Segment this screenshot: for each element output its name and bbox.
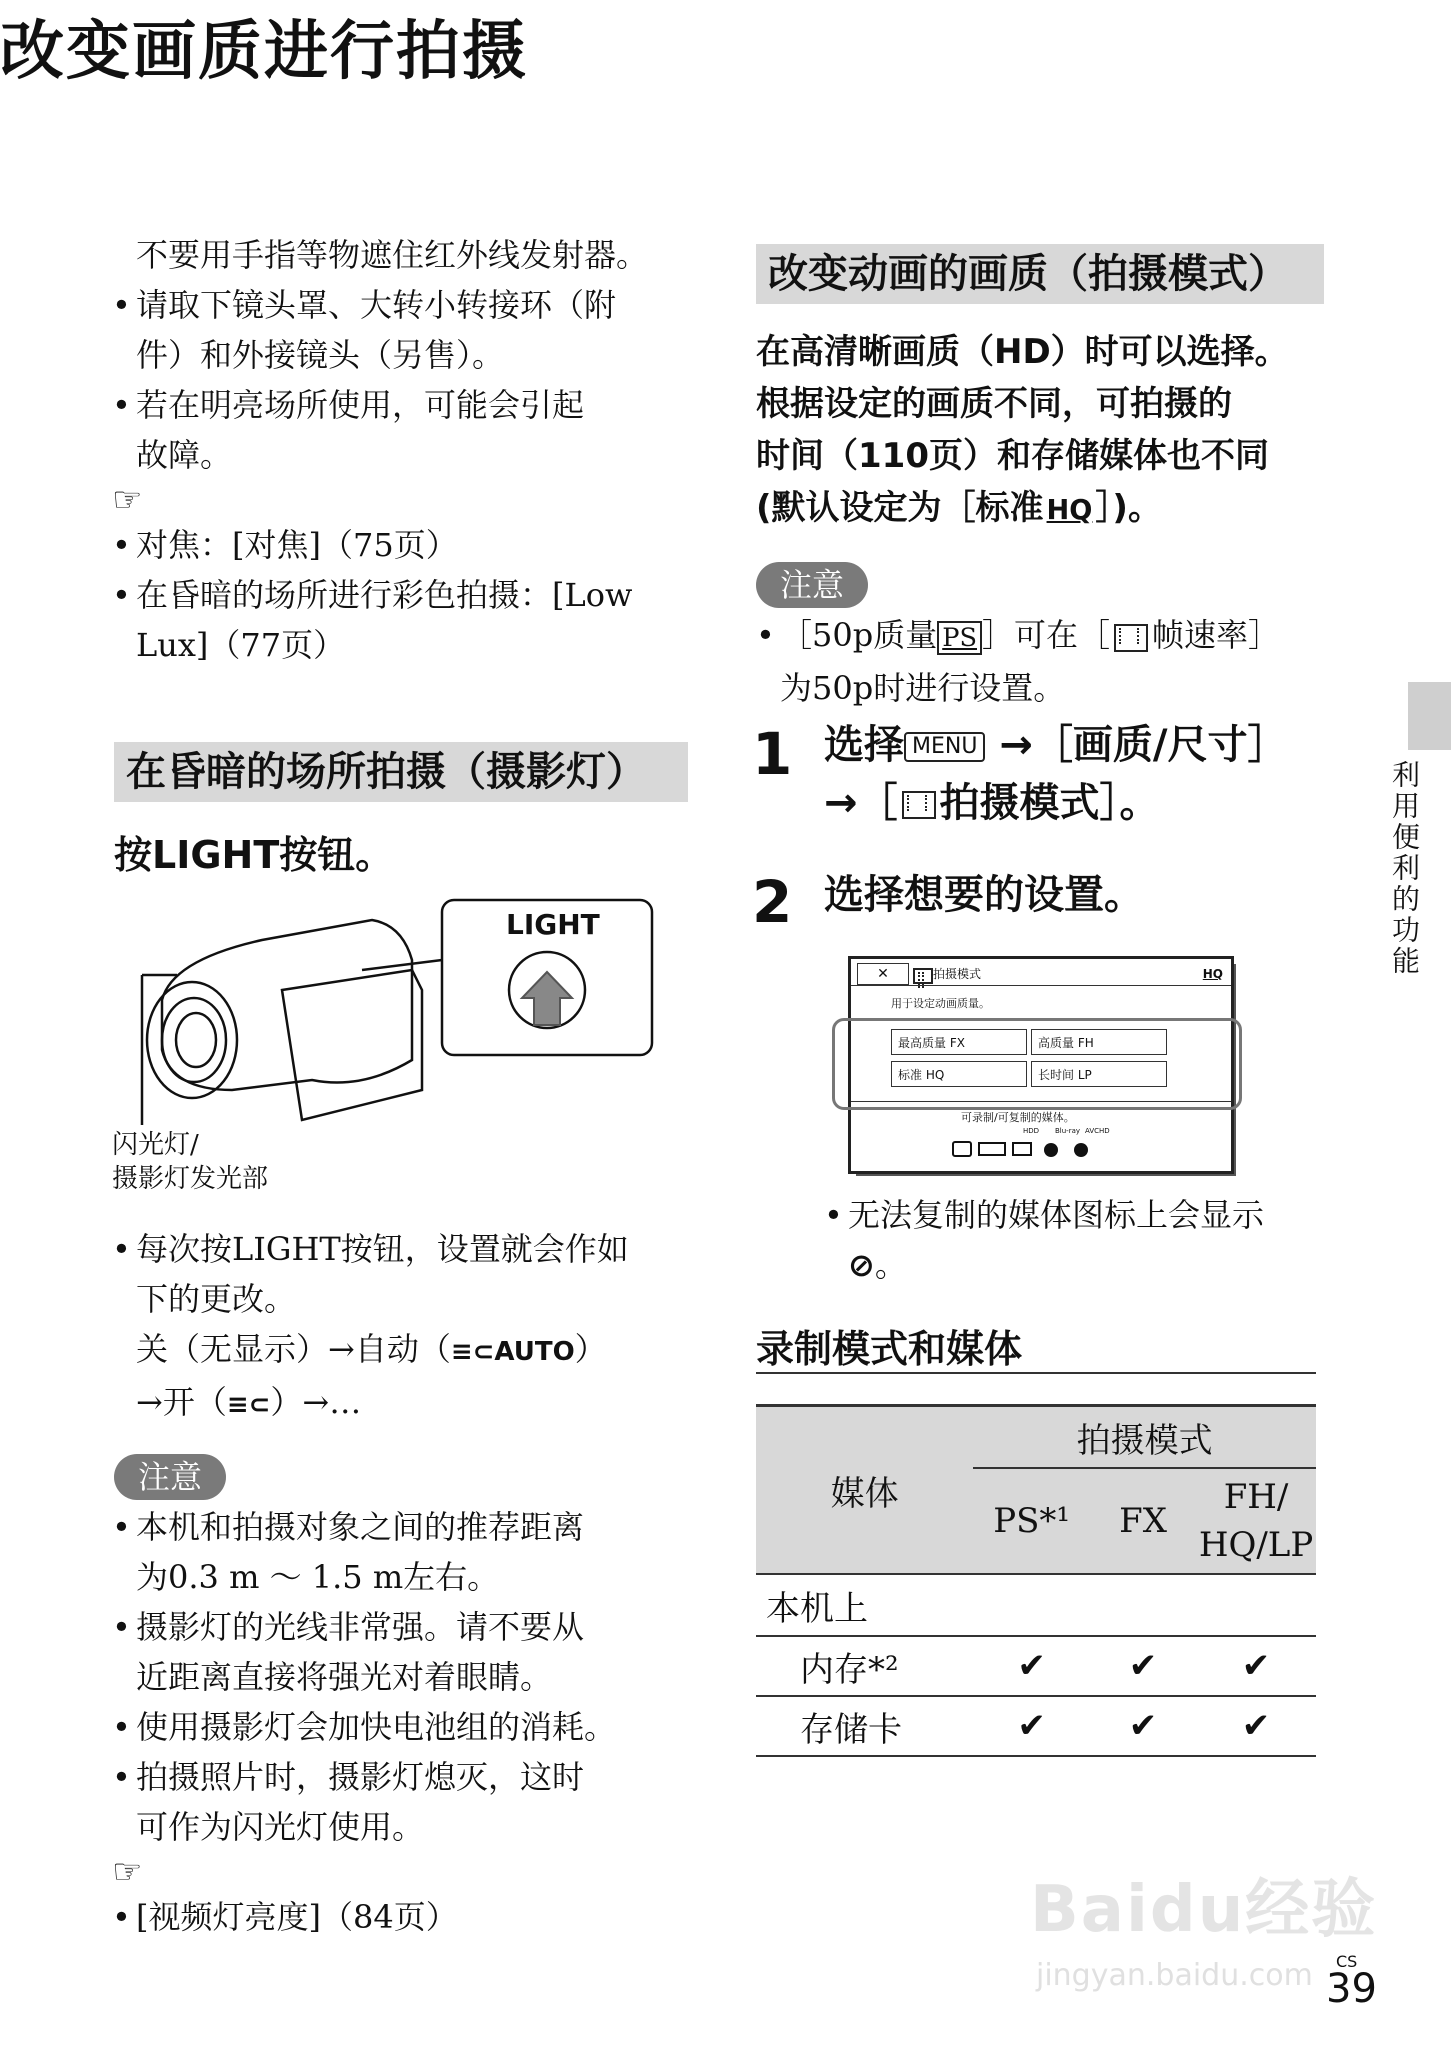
light-sequence-line-2: →开（≡⊂）→… [136, 1383, 362, 1421]
option-fx-button[interactable]: 最高质量 FX [891, 1029, 1027, 1055]
check-cell: ✔ [1196, 1696, 1316, 1756]
language-code: CS [1336, 1952, 1358, 1971]
check-cell: ✔ [1090, 1696, 1196, 1756]
list-item: • 每次按LIGHT按钮，设置就会作如 下的更改。 [112, 1224, 682, 1324]
list-item: • ［50p质量 PS ］可在［ 帧速率］ 为50p时进行设置。 [756, 610, 1336, 713]
camcorder-body-shape [162, 920, 412, 1090]
list-item: • 本机和拍摄对象之间的推荐距离 为0.3 m ～ 1.5 m左右。 [112, 1502, 682, 1602]
light-on-icon: ≡⊂ [226, 1390, 271, 1420]
film-frame-icon [1114, 624, 1148, 652]
lcd-description: 用于设定动画质量。 [891, 997, 990, 1010]
option-lp-button[interactable]: 长时间 LP [1031, 1061, 1167, 1087]
list-item: • 请取下镜头罩、大转小转接环（附 件）和外接镜头（另售）。 [112, 280, 682, 380]
media-icons [951, 1137, 1121, 1161]
media-label: HDD [1023, 1127, 1040, 1135]
ps-badge: PS [937, 621, 982, 655]
lcd-panel-shape [282, 970, 422, 1120]
hq-badge: HQ [1046, 495, 1093, 526]
section-title-quality: 改变动画的画质（拍摄模式） [756, 244, 1324, 304]
note-badge: 注意 [114, 1454, 226, 1500]
no-copy-icon: ⊘ [848, 1246, 875, 1284]
light-modes-block [112, 1224, 682, 1430]
notes-block [112, 1502, 682, 1942]
reference-item: • 在昏暗的场所进行彩色拍摄：[Low Lux]（77页） [112, 570, 682, 670]
reference-icon: ☞ [112, 1852, 143, 1892]
film-frame-icon [902, 791, 936, 819]
light-sequence-line-1: 关（无显示）→自动（≡⊂AUTO） [136, 1330, 607, 1368]
col-header-ps: PS*¹ [993, 1501, 1071, 1541]
step-number: 1 [752, 720, 793, 788]
options-highlight-frame [832, 1018, 1242, 1110]
watermark-brand: Baidu经验 [1030, 1873, 1378, 1947]
press-arrow-icon [522, 972, 572, 1025]
table-title: 录制模式和媒体 [756, 1327, 1023, 1371]
zoom-leader-line [362, 960, 442, 970]
col-header-fx: FX [1119, 1501, 1167, 1541]
list-item: • 使用摄影灯会加快电池组的消耗。 [112, 1702, 682, 1752]
intro-line: 不要用手指等物遮住红外线发射器。 [136, 236, 649, 274]
mode-header: 拍摄模式 [973, 1406, 1316, 1469]
page-number: 39 [1326, 1966, 1377, 2012]
instruction-press-light: 按LIGHT按钮。 [114, 833, 394, 877]
option-hq-button[interactable]: 标准 HQ [891, 1061, 1027, 1087]
media-header: 媒体 [756, 1406, 973, 1575]
film-frame-icon [913, 968, 933, 984]
watermark-url: jingyan.baidu.com [1036, 1958, 1313, 1993]
page-title: 改变画质进行拍摄 [0, 15, 528, 89]
lens-inner-shape [176, 1013, 216, 1067]
check-cell: ✔ [1090, 1636, 1196, 1696]
media-label: AVCHD [1085, 1127, 1110, 1135]
internal-memory-icon [953, 1142, 971, 1156]
reference-item: • [视频灯亮度]（84页） [112, 1892, 682, 1942]
lcd-close-button[interactable]: ✕ [857, 963, 909, 985]
row-label-internal: 内存*² [756, 1636, 973, 1696]
lcd-footer: 可录制/可复制的媒体。 [961, 1111, 1075, 1124]
table-title-rule [756, 1372, 1316, 1374]
lcd-hq-badge: HQ [1202, 967, 1223, 981]
list-item: • 若在明亮场所使用，可能会引起 故障。 [112, 380, 682, 480]
side-tab-marker [1408, 682, 1451, 750]
table-group-label: 本机上 [766, 1588, 868, 1629]
lcd-divider [851, 985, 1231, 986]
right-note-block [756, 610, 1336, 713]
quality-intro: 在高清晰画质（HD）时可以选择。 根据设定的画质不同，可拍摄的 时间（110页）和存储媒体也不同 (默认设定为［标准 HQ］)。 [756, 332, 1289, 528]
menu-key-icon: MENU [904, 732, 985, 762]
reference-item: • 对焦：[对焦]（75页） [112, 520, 682, 570]
light-button-label: LIGHT [506, 908, 600, 941]
check-cell: ✔ [973, 1696, 1090, 1756]
row-label-card: 存储卡 [756, 1696, 973, 1756]
lcd-title: 拍摄模式 [933, 967, 982, 981]
step-number: 2 [752, 868, 793, 936]
col-header-fh: FH/ HQ/LP [1198, 1477, 1314, 1565]
callout-label: 闪光灯/ 摄影灯发光部 [112, 1130, 269, 1194]
bluray-disc-icon [1044, 1143, 1058, 1157]
check-cell: ✔ [1196, 1636, 1316, 1696]
list-item: • 无法复制的媒体图标上会显示 ⊘。 [824, 1190, 1324, 1290]
check-cell: ✔ [973, 1636, 1090, 1696]
option-fh-button[interactable]: 高质量 FH [1031, 1029, 1167, 1055]
avchd-disc-icon [1074, 1143, 1088, 1157]
list-item: • 拍摄照片时，摄影灯熄灭，这时 可作为闪光灯使用。 [112, 1752, 682, 1852]
side-tab-label: 利用便利的功能 [1388, 760, 1421, 977]
left-top-block [112, 230, 682, 670]
step-2-text: 选择想要的设置。 [824, 872, 1144, 918]
mode-media-table [756, 1404, 1316, 1757]
lens-outer-shape [147, 982, 237, 1098]
memory-card-icon [979, 1143, 1005, 1155]
section-title-light: 在昏暗的场所拍摄（摄影灯） [114, 742, 688, 802]
list-item: • 摄影灯的光线非常强。请不要从 近距离直接将强光对着眼睛。 [112, 1602, 682, 1702]
after-lcd-note [824, 1190, 1324, 1290]
reference-icon: ☞ [112, 480, 143, 520]
step-1-text: 选择 MENU →［画质/尺寸］ →［ 拍摄模式］。 [824, 722, 1288, 826]
media-label: Blu-ray [1055, 1127, 1081, 1135]
note-badge: 注意 [756, 562, 868, 608]
auto-light-icon: ≡⊂AUTO [450, 1337, 575, 1367]
hdd-icon [1013, 1143, 1031, 1155]
